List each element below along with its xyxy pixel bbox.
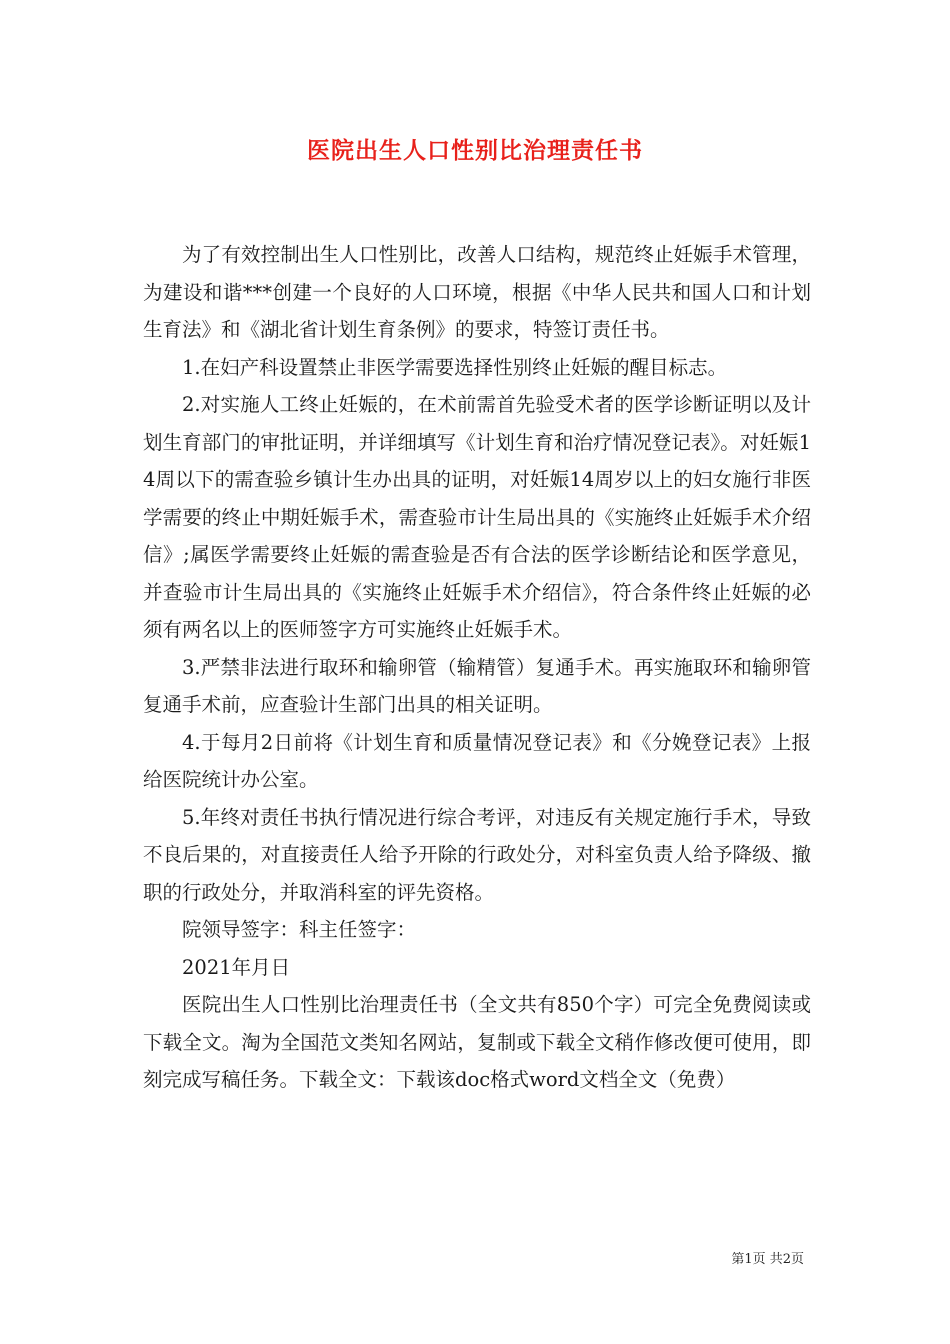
page-title: 医院出生人口性别比治理责任书 bbox=[307, 137, 643, 164]
signature-line: 院领导签字：科主任签字： bbox=[182, 918, 417, 941]
clause-3-paragraph: 3.严禁非法进行取环和输卵管（输精管）复通手术。再实施取环和输卵管复通手术前，应查验计生部门出具的相关证明。 bbox=[143, 655, 811, 716]
clause-1-paragraph: 1.在妇产科设置禁止非医学需要选择性别终止妊娠的醒目标志。 bbox=[182, 355, 728, 379]
clause-2-paragraph: 2.对实施人工终止妊娠的，在术前需首先验受术者的医学诊断证明以及计划生育部门的审批证明，并详细填写《计划生育和治疗情况登记表》。对妊娠14周以下的需查验乡镇计生办出具的证明，对妊娠14周岁以上的妇女施行非医学需要的终止中期妊娠手术，需查验市计生局出具的《实施终止妊娠手术介绍信》;属医学需要终止妊娠的需查验是否有合法的医学诊断结论和医学意见，并查验市计生局出具的《实施终止妊娠手术介绍信》，符合条件终止妊娠的必须有两名以上的医师签字方可实施终止妊娠手术。 bbox=[143, 393, 811, 641]
page-number: 第1页 共2页 bbox=[731, 1252, 804, 1267]
clause-5-paragraph: 5.年终对责任书执行情况进行综合考评，对违反有关规定施行手术，导致不良后果的，对直接责任人给予开除的行政处分，对科室负责人给予降级、撤职的行政处分，并取消科室的评先资格。 bbox=[143, 805, 811, 904]
document-body bbox=[143, 236, 811, 1099]
clause-4-paragraph: 4.于每月2日前将《计划生育和质量情况登记表》和《分娩登记表》上报给医院统计办公室。 bbox=[143, 730, 811, 791]
intro-paragraph: 为了有效控制出生人口性别比，改善人口结构，规范终止妊娠手术管理，为建设和谐***创建一个良好的人口环境，根据《中华人民共和国人口和计划生育法》和《湖北省计划生育条例》的要求，特签订责任书。 bbox=[143, 243, 811, 341]
date-line: 2021年月日 bbox=[182, 955, 291, 979]
download-notice-paragraph: 医院出生人口性别比治理责任书（全文共有850个字）可完全免费阅读或下载全文。淘为全国范文类知名网站，复制或下载全文稍作修改便可使用，即刻完成写稿任务。下载全文：下载该doc格式word文档全文（免费） bbox=[143, 993, 811, 1091]
